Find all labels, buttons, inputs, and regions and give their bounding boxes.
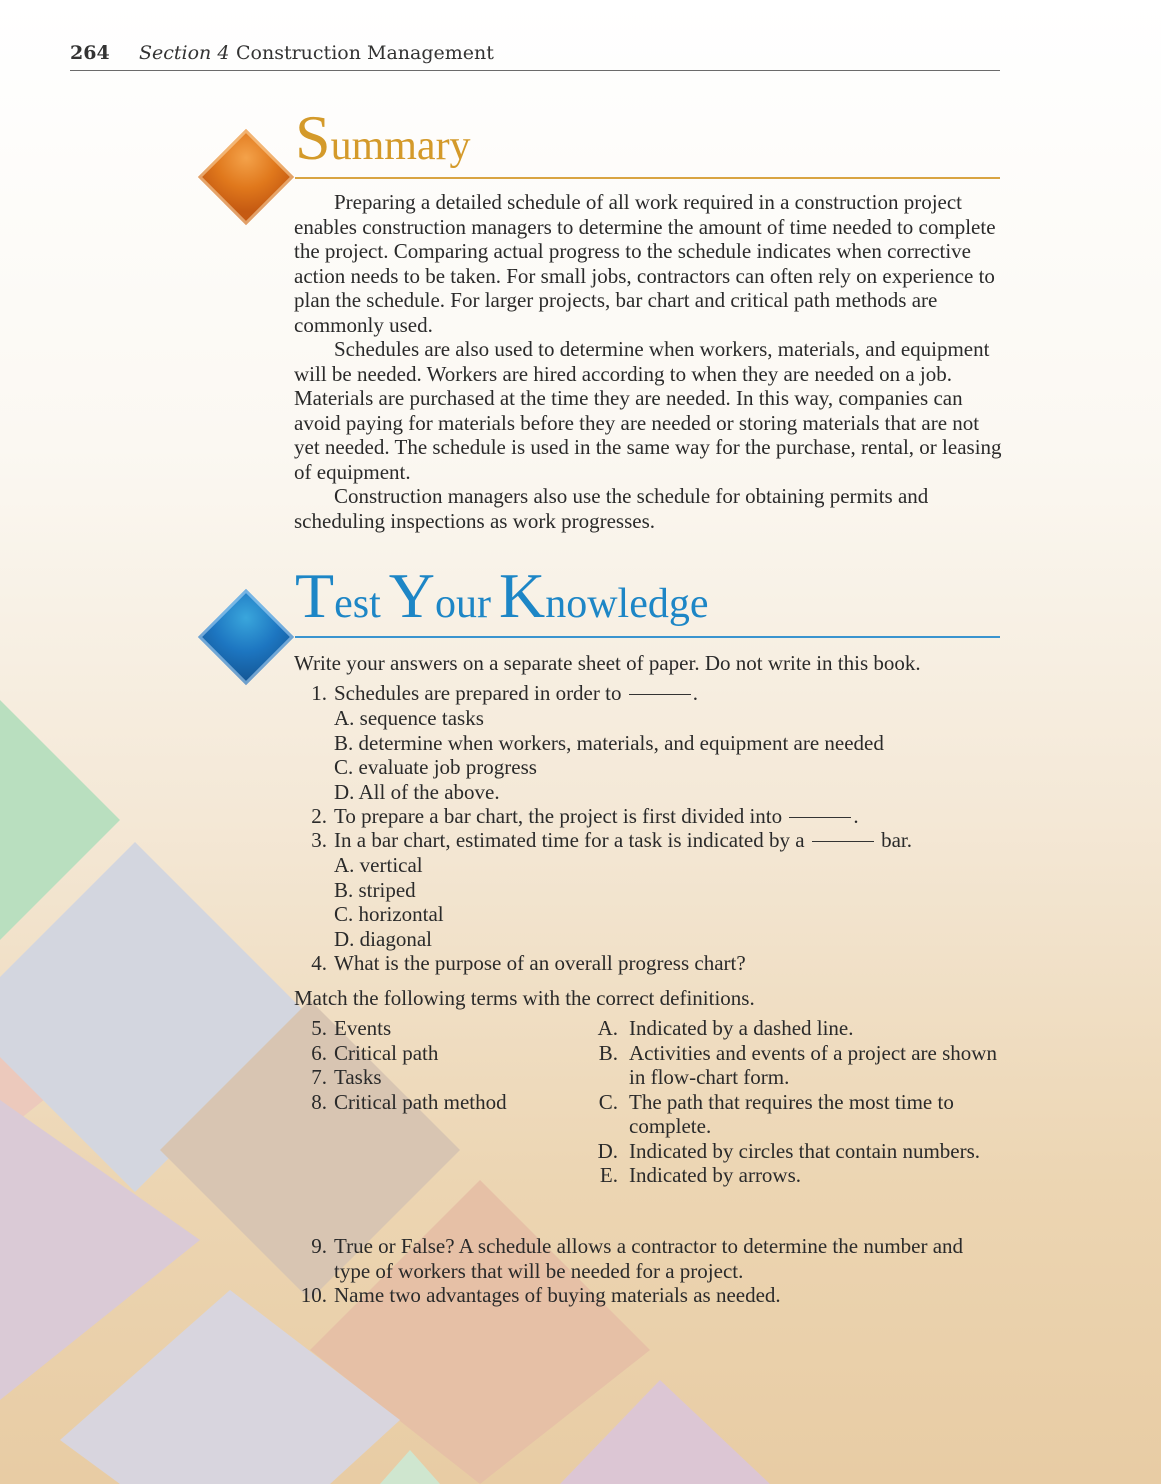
question-number: 3. [311,828,327,852]
test-diamond-icon [198,589,294,685]
test-instructions: Write your answers on a separate sheet of paper. Do not write in this book. [294,651,921,675]
question-1-options [334,706,994,804]
option: C. evaluate job progress [334,755,537,779]
question-number: 4. [311,951,327,975]
answer-blank [789,817,851,818]
definition-item: B. Activities and events of a project are shown in flow-chart form. [598,1040,997,1089]
summary-paragraph: Preparing a detailed schedule of all work required in a construction project enables construction managers to determine the amount of time needed to complete the project. Comparing actual progress to the schedule indicates when corrective action needs to be taken. For small jobs, contractors can often rely on experience to plan the schedule. For larger projects, bar chart and critical path methods are commonly used. [294,190,996,337]
question-text: True or False? A schedule allows a contractor to determine the number and type of workers that will be needed for a project. [334,1234,964,1283]
matching-instructions: Match the following terms with the correct definitions. [294,986,755,1010]
definition-item: D. Indicated by circles that contain numbers. [597,1138,981,1163]
answer-blank [629,694,691,695]
summary-rule [295,177,1000,179]
matching-definitions [590,1016,1000,1188]
definition-item: C. The path that requires the most time to complete. [598,1089,954,1138]
option: B. determine when workers, materials, and equipment are needed [334,730,884,755]
option: D. All of the above. [334,779,500,804]
chapter-title: Construction Management [236,42,494,64]
option: D. diagonal [334,926,432,951]
definition-item: E. Indicated by arrows. [599,1163,802,1187]
summary-heading: Summary [295,102,471,173]
question-number: 2. [311,804,327,828]
matching-terms [294,1016,584,1114]
running-header [70,42,1000,71]
option: B. striped [334,877,416,902]
definition-item: A. Indicated by a dashed line. [597,1016,854,1040]
summary-paragraph: Schedules are also used to determine when workers, materials, and equipment will be needed. Workers are hired according to when they are needed on a job. Materials are purchased at the time they are needed. In this way, companies can avoid paying for materials before they are needed or storing materials that are not yet needed. The schedule is used in the same way for the purchase, rental, or leasing of equipment. [294,337,1002,484]
test-heading: Test Your Knowledge [295,560,709,631]
summary-body [294,190,1006,533]
option: C. horizontal [334,902,444,926]
option: A. sequence tasks [334,706,484,730]
question-text: What is the purpose of an overall progress chart? [334,951,746,975]
question-number: 9. [311,1234,327,1258]
question-text: To prepare a bar chart, the project is first divided into . [334,804,859,828]
question-number: 1. [311,681,327,705]
question-text: Name two advantages of buying materials as needed. [334,1283,781,1307]
question-text: Schedules are prepared in order to . [334,681,698,705]
term-item: 5. Events [311,1016,392,1040]
summary-paragraph: Construction managers also use the schedule for obtaining permits and scheduling inspections as work progresses. [294,484,929,533]
option: A. vertical [334,853,423,877]
question-3-options [334,853,994,951]
test-rule [295,636,1000,638]
question-number: 10. [300,1283,327,1307]
answer-blank [812,841,874,842]
section-label: Section 4 [139,42,230,64]
term-item: 7. Tasks [311,1065,382,1089]
term-item: 8. Critical path method [311,1089,507,1114]
question-text: In a bar chart, estimated time for a task is indicated by a bar. [334,828,912,852]
term-item: 6. Critical path [311,1040,439,1065]
summary-diamond-icon [198,129,294,225]
page-number: 264 [70,42,110,64]
